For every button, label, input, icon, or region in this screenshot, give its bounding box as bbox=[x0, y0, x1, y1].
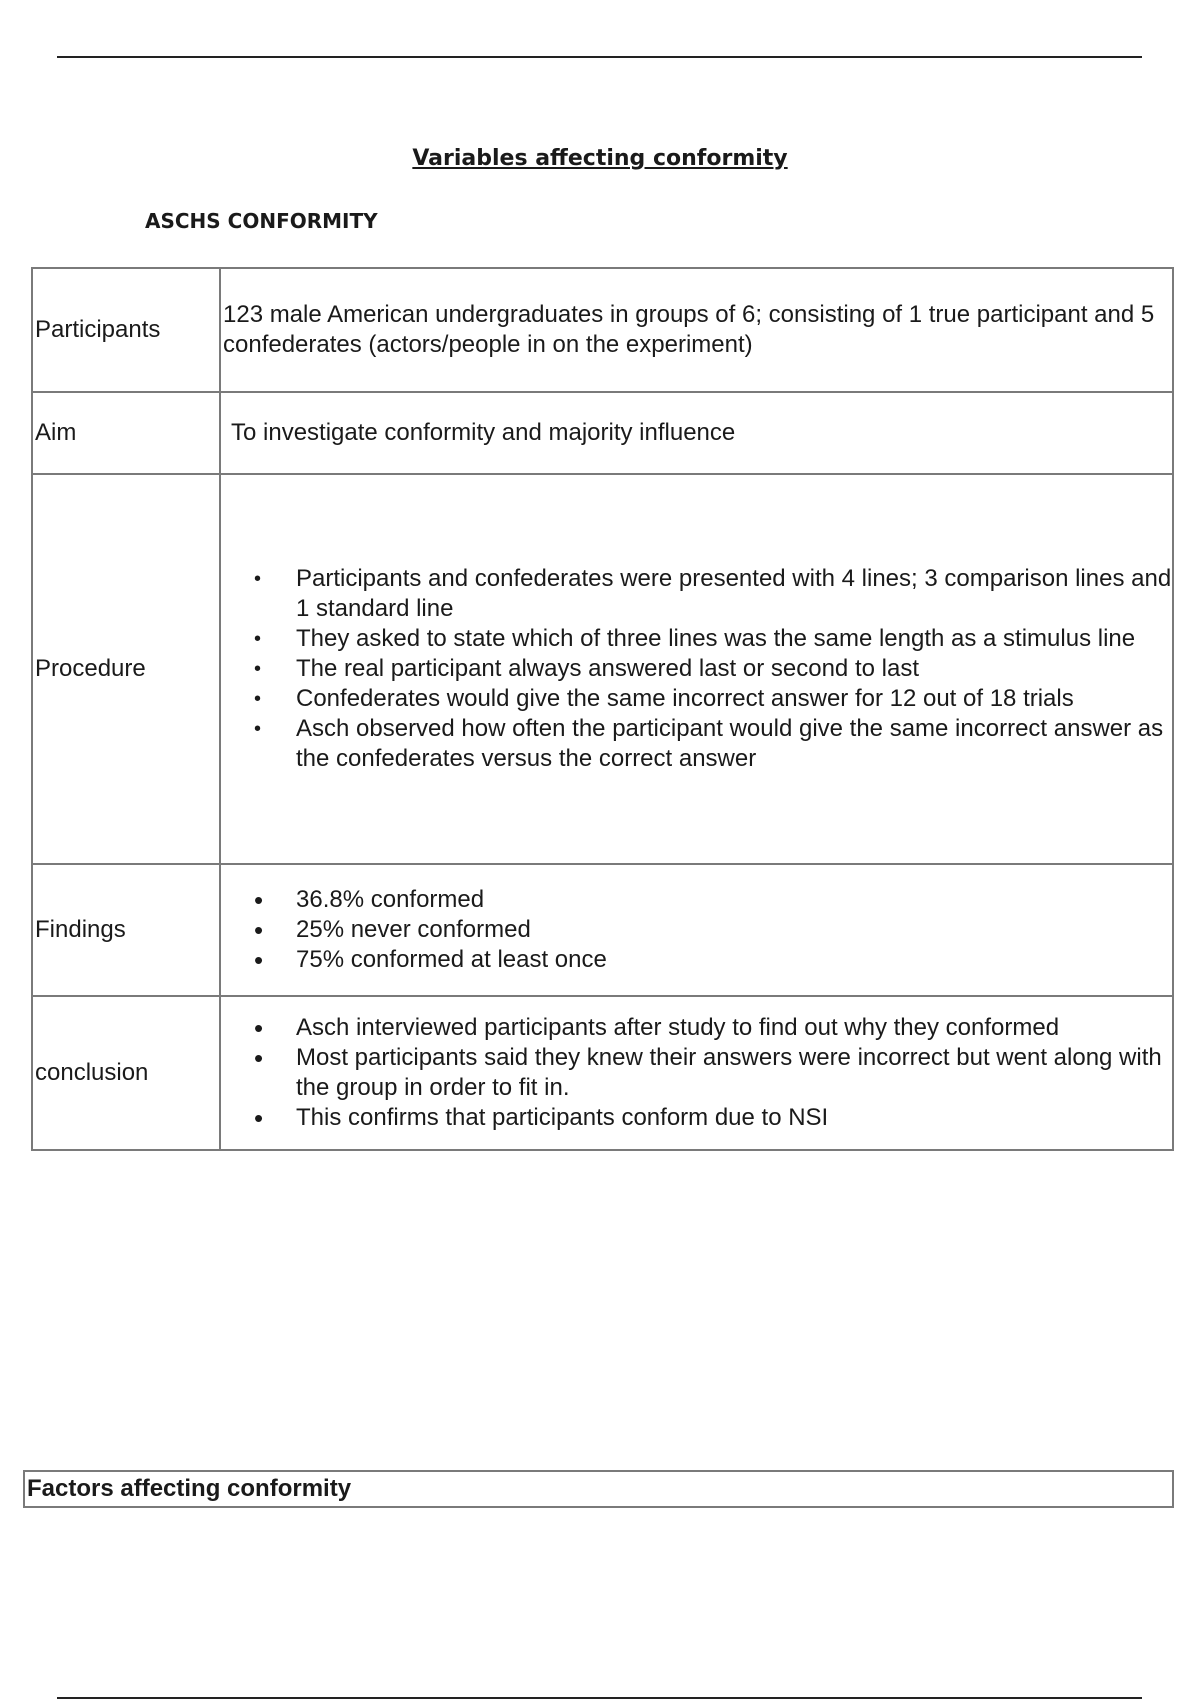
list-item: • The real participant always answered last or second to last bbox=[296, 654, 1172, 684]
row-label-participants: Participants bbox=[32, 268, 220, 392]
footer-rule bbox=[57, 1697, 1142, 1699]
conclusion-list bbox=[223, 1013, 1172, 1133]
list-item: • 75% conformed at least once bbox=[296, 945, 1172, 975]
list-item: • They asked to state which of three lines was the same length as a stimulus line bbox=[296, 624, 1172, 654]
aim-text: To investigate conformity and majority influence bbox=[231, 419, 736, 446]
row-label-aim: Aim bbox=[32, 392, 220, 474]
list-item: • This confirms that participants conform due to NSI bbox=[296, 1103, 1172, 1133]
table-row-aim bbox=[32, 392, 1173, 474]
list-item: • Confederates would give the same incorrect answer for 12 out of 18 trials bbox=[296, 684, 1172, 714]
row-label-findings: Findings bbox=[32, 864, 220, 996]
section-heading: ASCHS CONFORMITY bbox=[145, 209, 378, 233]
findings-cell bbox=[220, 864, 1173, 996]
aim-cell bbox=[220, 392, 1173, 474]
list-item: • 25% never conformed bbox=[296, 915, 1172, 945]
row-label-conclusion: conclusion bbox=[32, 996, 220, 1150]
table-row-findings bbox=[32, 864, 1173, 996]
header-rule bbox=[57, 56, 1142, 58]
document-title: Variables affecting conformity bbox=[412, 146, 788, 171]
row-label-procedure: Procedure bbox=[32, 474, 220, 864]
conclusion-cell bbox=[220, 996, 1173, 1150]
table-row-participants bbox=[32, 268, 1173, 392]
procedure-cell bbox=[220, 474, 1173, 864]
table-row-conclusion bbox=[32, 996, 1173, 1150]
factors-heading-box: Factors affecting conformity bbox=[23, 1470, 1174, 1508]
asch-study-table bbox=[31, 267, 1174, 1151]
participants-text: 123 male American undergraduates in groups of 6; consisting of 1 true participant and 5 confederates (actors/people in on the experiment) bbox=[220, 268, 1173, 392]
list-item: • Participants and confederates were presented with 4 lines; 3 comparison lines and 1 standard line bbox=[296, 564, 1172, 624]
list-item: • Asch observed how often the participant would give the same incorrect answer as the confederates versus the correct answer bbox=[296, 714, 1172, 774]
list-item: • Most participants said they knew their answers were incorrect but went along with the group in order to fit in. bbox=[296, 1043, 1172, 1103]
table-row-procedure bbox=[32, 474, 1173, 864]
procedure-list bbox=[223, 564, 1172, 774]
list-item: • Asch interviewed participants after study to find out why they conformed bbox=[296, 1013, 1172, 1043]
list-item: • 36.8% conformed bbox=[296, 885, 1172, 915]
findings-list bbox=[223, 885, 1172, 975]
